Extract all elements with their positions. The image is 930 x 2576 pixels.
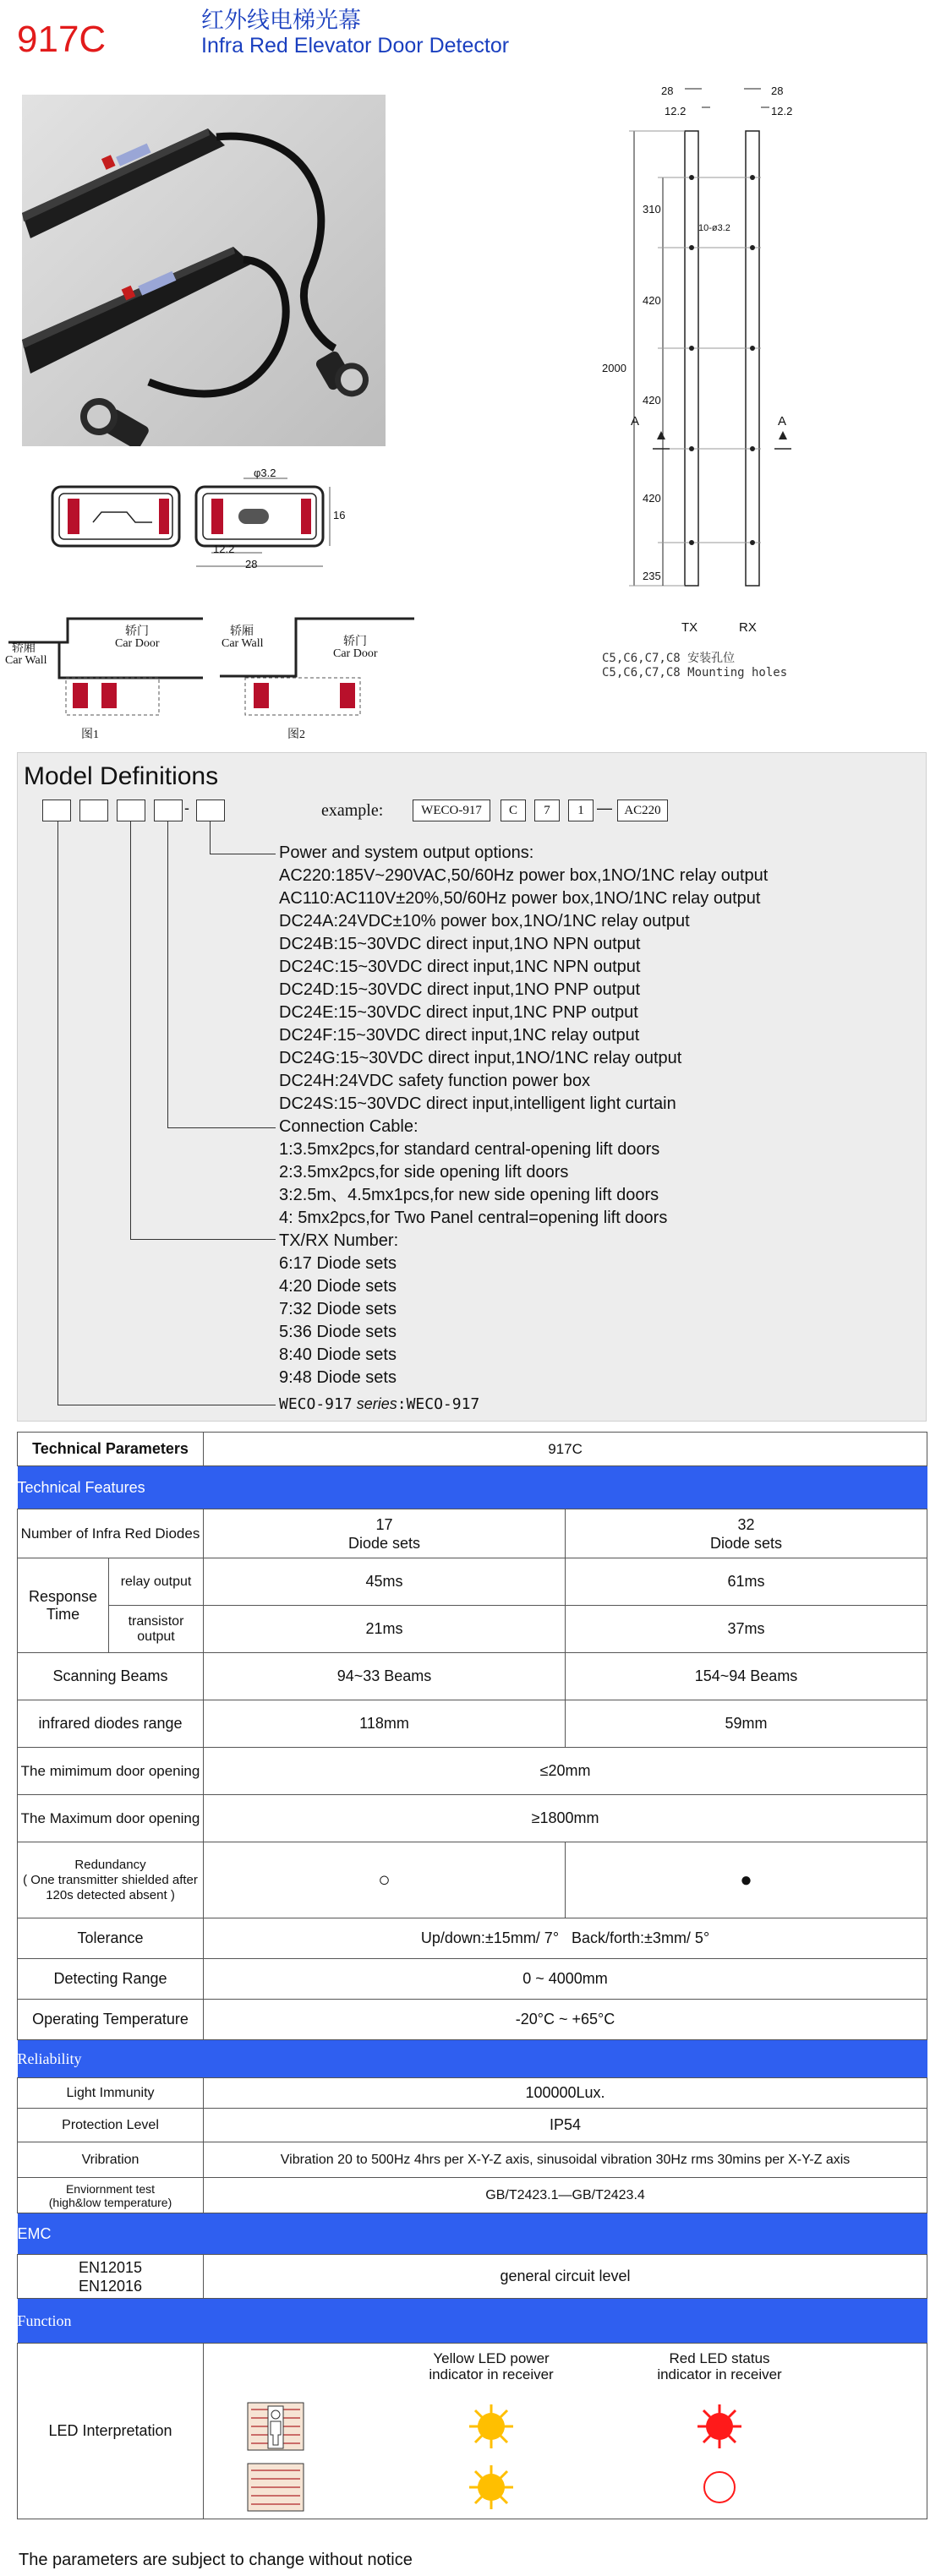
mounting-note-cn: C5,C6,C7,C8 安装孔位 xyxy=(602,652,736,665)
code-box-diodes xyxy=(79,800,108,821)
diodes-range-label: infrared diodes range xyxy=(18,1700,204,1748)
example-part-diodes: 7 xyxy=(534,800,560,821)
detecting-range-value: 0 ~ 4000mm xyxy=(204,1959,927,2000)
light-immunity-label: Light Immunity xyxy=(18,2078,204,2109)
vibration-value: Vibration 20 to 500Hz 4hrs per X-Y-Z axis, sinusoidal vibration 30Hz rms 30mins per X-Y-Z axis xyxy=(204,2142,927,2178)
figure-2-label: 图2 xyxy=(287,729,305,741)
title-chinese: 红外线电梯光幕 xyxy=(201,8,361,33)
dim-total-2000: 2000 xyxy=(602,362,626,374)
technical-features-band: Technical Features xyxy=(18,1466,927,1509)
environment-test-value: GB/T2423.1—GB/T2423.4 xyxy=(204,2178,927,2213)
redundancy-17: ○ xyxy=(204,1842,566,1918)
tech-params-model: 917C xyxy=(204,1433,927,1466)
light-immunity-value: 100000Lux. xyxy=(204,2078,927,2109)
figure-1-label: 图1 xyxy=(81,729,99,741)
redundancy-32: ● xyxy=(566,1842,927,1918)
yellow-led-on-icon xyxy=(468,2403,515,2450)
series-suffix: :WECO-917 xyxy=(397,1395,480,1413)
dim-seg-310: 310 xyxy=(643,203,661,216)
dim-seg-420-c: 420 xyxy=(643,492,661,505)
power-option: DC24G:15~30VDC direct input,1NO/1NC relay output xyxy=(279,1049,682,1067)
detecting-range-label: Detecting Range xyxy=(18,1959,204,2000)
emc-value: general circuit level xyxy=(204,2255,927,2299)
emc-band: EMC xyxy=(18,2213,927,2255)
diode-title: TX/RX Number: xyxy=(279,1231,399,1250)
car-wall-cn-2: 轿厢 xyxy=(230,625,254,638)
dim-seg-420-b: 420 xyxy=(643,394,661,407)
dim-seg-420-a: 420 xyxy=(643,294,661,307)
series-prefix: WECO-917 xyxy=(279,1395,353,1413)
diode-option: 6:17 Diode sets xyxy=(279,1254,397,1273)
model-definitions-title: Model Definitions xyxy=(24,762,219,790)
car-wall-en-2: Car Wall xyxy=(222,637,264,650)
emc-standards-label: EN12015 EN12016 xyxy=(18,2255,204,2299)
dimension-drawing xyxy=(592,80,845,630)
tech-params-label: Technical Parameters xyxy=(18,1433,204,1466)
dim-seg-235: 235 xyxy=(643,570,661,582)
code-box-power-a xyxy=(154,800,183,821)
example-part-code: C xyxy=(501,800,526,821)
relay-output-17: 45ms xyxy=(204,1558,566,1606)
diode-option: 5:36 Diode sets xyxy=(279,1323,397,1341)
car-door-en-1: Car Door xyxy=(115,637,160,650)
max-door-label: The Maximum door opening xyxy=(18,1795,204,1842)
power-option: DC24S:15~30VDC direct input,intelligent light curtain xyxy=(279,1094,676,1113)
example-part-power: AC220 xyxy=(617,800,668,821)
diodes-range-32: 59mm xyxy=(566,1700,927,1748)
car-door-cn-2: 轿门 xyxy=(343,636,367,648)
power-option: AC220:185V~290VAC,50/60Hz power box,1NO/1NC relay output xyxy=(279,866,769,885)
power-option: DC24E:15~30VDC direct input,1NC PNP output xyxy=(279,1003,638,1022)
yellow-led-on-icon xyxy=(468,2464,515,2511)
section-a-left: A xyxy=(631,414,640,428)
cable-option: 4: 5mx2pcs,for Two Panel central=opening lift doors xyxy=(279,1209,668,1227)
series-line xyxy=(279,1393,479,1416)
tolerance-label: Tolerance xyxy=(18,1918,204,1959)
scanning-beams-label: Scanning Beams xyxy=(18,1653,204,1700)
product-photo xyxy=(22,95,386,446)
tolerance-value: Up/down:±15mm/ 7° Back/forth:±3mm/ 5° xyxy=(204,1918,927,1959)
cable-option: 2:3.5mx2pcs,for side opening lift doors xyxy=(279,1163,569,1182)
transistor-output-17: 21ms xyxy=(204,1606,566,1653)
power-option: DC24B:15~30VDC direct input,1NO NPN output xyxy=(279,935,641,953)
footer-note: The parameters are subject to change without notice xyxy=(19,2551,413,2569)
operating-temp-value: -20°C ~ +65°C xyxy=(204,2000,927,2040)
reliability-band: Reliability xyxy=(18,2040,927,2078)
cable-option: 3:2.5m、4.5mx1pcs,for new side opening lift doors xyxy=(279,1186,659,1204)
car-wall-en-1: Car Wall xyxy=(5,654,47,667)
dim-28: 28 xyxy=(245,558,258,570)
power-option: DC24F:15~30VDC direct input,1NC relay output xyxy=(279,1026,640,1045)
diode-option: 4:20 Diode sets xyxy=(279,1277,397,1296)
min-door-value: ≤20mm xyxy=(204,1748,927,1795)
power-option: DC24D:15~30VDC direct input,1NO PNP output xyxy=(279,980,641,999)
tx-label: TX xyxy=(681,620,698,635)
dim-12-2: 12.2 xyxy=(213,543,235,555)
dim-16: 16 xyxy=(333,509,346,521)
dim-top-28-right: 28 xyxy=(771,85,784,97)
led-interpretation-cell xyxy=(204,2344,927,2519)
door-clear-icon xyxy=(246,2462,305,2513)
dim-top-12-2-right: 12.2 xyxy=(771,105,793,117)
environment-test-label: Enviornment test (high&low temperature) xyxy=(18,2178,204,2213)
min-door-label: The mimimum door opening xyxy=(18,1748,204,1795)
operating-temp-label: Operating Temperature xyxy=(18,2000,204,2040)
dim-phi: φ3.2 xyxy=(254,467,276,479)
hole-spec: 10-ø3.2 xyxy=(698,223,730,233)
code-box-power-b xyxy=(196,800,225,821)
function-band: Function xyxy=(18,2299,927,2344)
example-part-cable: 1 xyxy=(568,800,594,821)
yellow-led-heading: Yellow LED power indicator in receiver xyxy=(429,2350,554,2382)
protection-level-value: IP54 xyxy=(204,2109,927,2142)
max-door-value: ≥1800mm xyxy=(204,1795,927,1842)
cross-section-drawings xyxy=(17,472,423,573)
scanning-beams-32: 154~94 Beams xyxy=(566,1653,927,1700)
diodes-range-17: 118mm xyxy=(204,1700,566,1748)
power-option: AC110:AC110V±20%,50/60Hz power box,1NO/1NC relay output xyxy=(279,889,761,908)
model-code: 917C xyxy=(17,19,107,60)
door-with-person-icon xyxy=(246,2401,305,2452)
diodes-label: Number of Infra Red Diodes xyxy=(18,1509,204,1558)
protection-level-label: Protection Level xyxy=(18,2109,204,2142)
power-option: DC24A:24VDC±10% power box,1NO/1NC relay output xyxy=(279,912,690,931)
cable-option: 1:3.5mx2pcs,for standard central-opening lift doors xyxy=(279,1140,660,1159)
example-label: example: xyxy=(321,801,384,820)
transistor-output-label: transistor output xyxy=(109,1606,204,1653)
code-box-series xyxy=(42,800,71,821)
diode-option: 8:40 Diode sets xyxy=(279,1345,397,1364)
power-title: Power and system output options: xyxy=(279,843,534,862)
technical-table xyxy=(17,1432,927,2519)
transistor-output-32: 37ms xyxy=(566,1606,927,1653)
red-led-heading: Red LED status indicator in receiver xyxy=(657,2350,782,2382)
power-option: DC24C:15~30VDC direct input,1NC NPN output xyxy=(279,958,641,976)
series-word: series xyxy=(356,1395,397,1412)
red-led-on-icon xyxy=(696,2403,743,2450)
example-part-series: WECO-917 xyxy=(413,800,490,821)
power-option: DC24H:24VDC safety function power box xyxy=(279,1072,590,1090)
col-17-diodes: 17 Diode sets xyxy=(204,1509,566,1558)
installation-drawings xyxy=(0,609,423,718)
diode-option: 9:48 Diode sets xyxy=(279,1368,397,1387)
title-english: Infra Red Elevator Door Detector xyxy=(201,34,510,57)
mounting-note-en: C5,C6,C7,C8 Mounting holes xyxy=(602,666,788,679)
relay-output-label: relay output xyxy=(109,1558,204,1606)
car-wall-cn-1: 轿厢 xyxy=(12,642,36,655)
section-a-right: A xyxy=(778,414,787,428)
redundancy-label: Redundancy ( One transmitter shielded after 120s detected absent ) xyxy=(18,1842,204,1918)
rx-label: RX xyxy=(739,620,757,635)
response-time-label: Response Time xyxy=(18,1558,109,1653)
col-32-diodes: 32 Diode sets xyxy=(566,1509,927,1558)
car-door-cn-1: 轿门 xyxy=(125,625,149,638)
diode-option: 7:32 Diode sets xyxy=(279,1300,397,1318)
red-led-off-icon xyxy=(701,2469,738,2506)
led-interpretation-label: LED Interpretation xyxy=(18,2344,204,2519)
scanning-beams-17: 94~33 Beams xyxy=(204,1653,566,1700)
code-box-cable xyxy=(117,800,145,821)
dim-top-28-left: 28 xyxy=(661,85,674,97)
vibration-label: Vribration xyxy=(18,2142,204,2178)
car-door-en-2: Car Door xyxy=(333,647,378,660)
relay-output-32: 61ms xyxy=(566,1558,927,1606)
dim-top-12-2-left: 12.2 xyxy=(665,105,687,117)
cable-title: Connection Cable: xyxy=(279,1117,418,1136)
